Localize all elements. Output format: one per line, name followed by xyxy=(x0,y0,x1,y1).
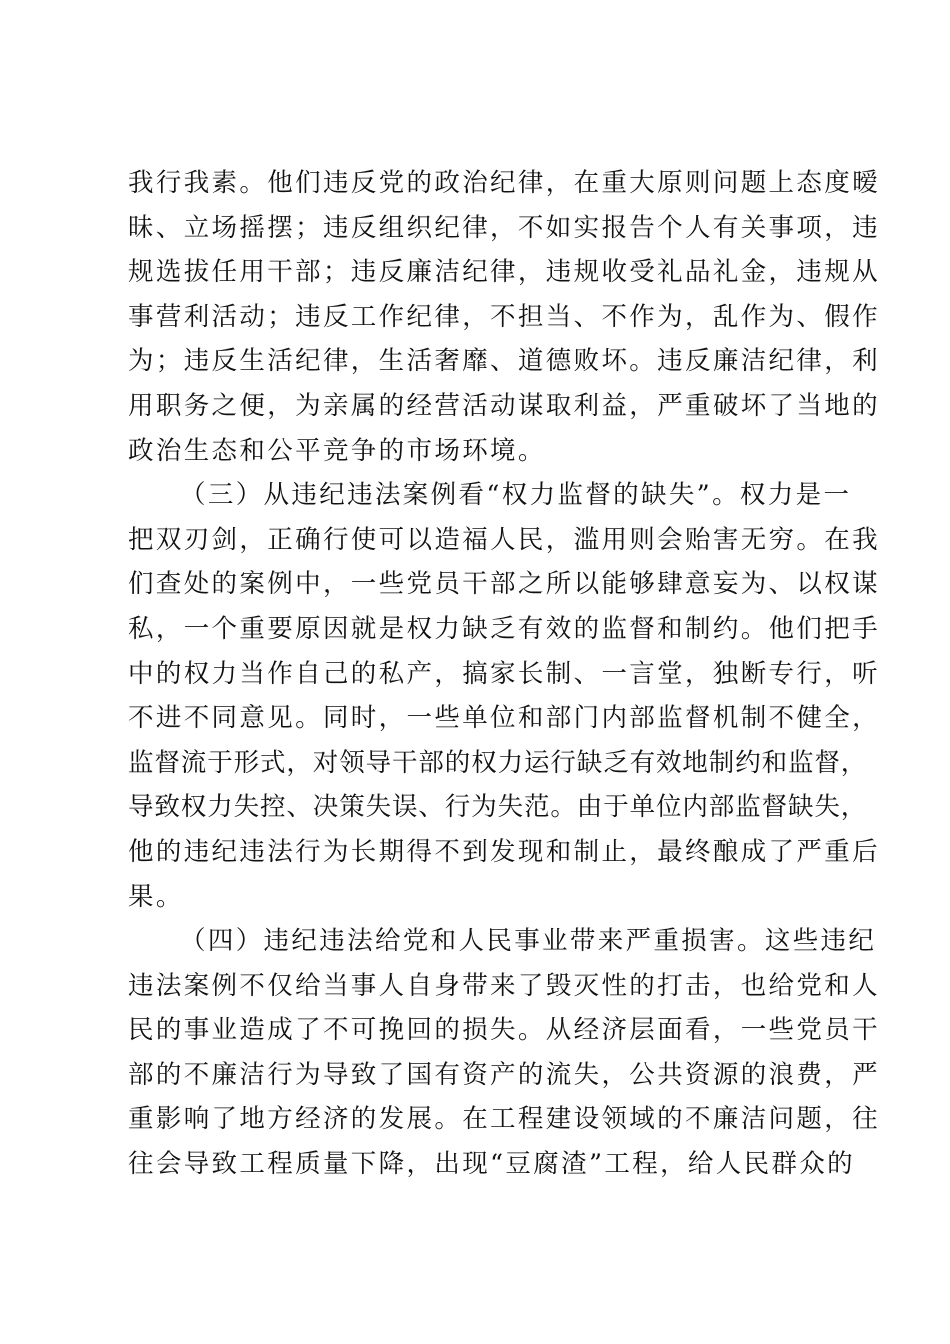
text-line: 监督流于形式，对领导干部的权力运行缺乏有效地制约和监督， xyxy=(128,747,868,778)
text-line: 中的权力当作自己的私产，搞家长制、一言堂，独断专行，听 xyxy=(128,658,880,689)
text-line: 私，一个重要原因就是权力缺乏有效的监督和制约。他们把手 xyxy=(128,613,880,644)
text-line: 用职务之便，为亲属的经营活动谋取利益，严重破坏了当地的 xyxy=(128,390,880,421)
paragraph-heading-line: （三）从违纪违法案例看“权力监督的缺失”。权力是一 xyxy=(180,480,852,511)
text-line: 为；违反生活纪律，生活奢靡、道德败坏。违反廉洁纪律，利 xyxy=(128,346,880,377)
text-line: 民的事业造成了不可挽回的损失。从经济层面看，一些党员干 xyxy=(128,1015,880,1046)
text-line: 部的不廉洁行为导致了国有资产的流失，公共资源的浪费，严 xyxy=(128,1059,880,1090)
text-line: 政治生态和公平竞争的市场环境。 xyxy=(128,435,546,466)
text-line: 果。 xyxy=(128,881,184,912)
body-text xyxy=(128,161,880,1187)
text-line: 事营利活动；违反工作纪律，不担当、不作为，乱作为、假作 xyxy=(128,301,880,332)
text-line: 我行我素。他们违反党的政治纪律，在重大原则问题上态度暧 xyxy=(128,168,880,198)
text-line: 导致权力失控、决策失误、行为失范。由于单位内部监督缺失， xyxy=(128,792,868,823)
text-line: 们查处的案例中，一些党员干部之所以能够肆意妄为、以权谋 xyxy=(128,569,880,600)
text-line: 昧、立场摇摆；违反组织纪律，不如实报告个人有关事项，违 xyxy=(128,212,880,243)
text-line: 往会导致工程质量下降，出现“豆腐渣”工程，给人民群众的 xyxy=(128,1149,856,1180)
paragraph-heading-line: （四）违纪违法给党和人民事业带来严重损害。这些违纪 xyxy=(180,926,877,957)
text-line: 他的违纪违法行为长期得不到发现和制止，最终酿成了严重后 xyxy=(128,836,880,867)
text-line: 违法案例不仅给当事人自身带来了毁灭性的打击，也给党和人 xyxy=(128,970,880,1001)
text-line: 把双刃剑，正确行使可以造福人民，滥用则会贻害无穷。在我 xyxy=(128,524,880,555)
text-line: 重影响了地方经济的发展。在工程建设领域的不廉洁问题，往 xyxy=(128,1104,880,1135)
text-line: 不进不同意见。同时，一些单位和部门内部监督机制不健全， xyxy=(128,703,880,734)
text-line: 规选拔任用干部；违反廉洁纪律，违规收受礼品礼金，违规从 xyxy=(128,257,880,288)
